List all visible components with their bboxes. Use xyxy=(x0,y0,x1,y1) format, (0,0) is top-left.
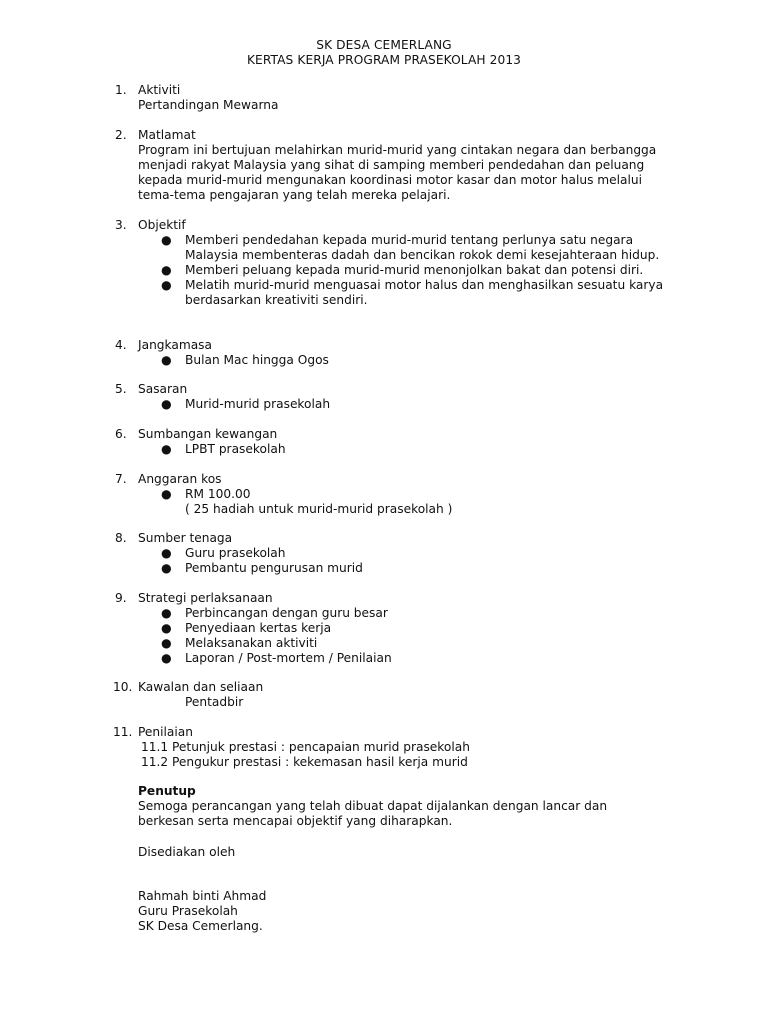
section-heading: Objektif xyxy=(138,218,186,232)
bullet-list xyxy=(138,546,678,576)
cost-note: ( 25 hadiah untuk murid-murid prasekolah ) xyxy=(185,502,453,516)
section-heading: Penilaian xyxy=(138,725,193,739)
signatory-school: SK Desa Cemerlang. xyxy=(138,919,263,933)
paragraph-line: tema-tema pengajaran yang telah mereka pelajari. xyxy=(138,188,451,202)
list-item-text: Pembantu pengurusan murid xyxy=(185,561,363,575)
section-heading: Sumbangan kewangan xyxy=(138,427,278,441)
section-number: 5. xyxy=(115,382,127,396)
list-item xyxy=(138,263,685,278)
section-number: 11. xyxy=(113,725,133,739)
bullet-icon: ● xyxy=(161,353,172,367)
list-item xyxy=(138,353,685,368)
list-item xyxy=(138,651,685,666)
bullet-icon: ● xyxy=(161,397,172,411)
bullet-icon: ● xyxy=(161,651,172,665)
section-text: Pertandingan Mewarna xyxy=(138,98,279,112)
list-item-text: RM 100.00 xyxy=(185,487,251,501)
list-item-text: Laporan / Post-mortem / Penilaian xyxy=(185,651,392,665)
sub-item: 11.2 Pengukur prestasi : kekemasan hasil kerja murid xyxy=(141,755,468,769)
bullet-list xyxy=(138,606,678,666)
paragraph-line: menjadi rakyat Malaysia yang sihat di samping memberi pendedahan dan peluang xyxy=(138,158,645,172)
document-title: KERTAS KERJA PROGRAM PRASEKOLAH 2013 xyxy=(246,53,522,67)
section-number: 10. xyxy=(113,680,133,694)
bullet-icon: ● xyxy=(161,621,172,635)
bullet-list xyxy=(138,442,678,457)
list-item-text: Memberi pendedahan kepada murid-murid tentang perlunya satu negara Malaysia membenteras dadah dan bencikan rokok demi kesejahteraan hidup. xyxy=(185,233,660,262)
bullet-icon: ● xyxy=(161,561,172,575)
list-item-text: Penyediaan kertas kerja xyxy=(185,621,332,635)
section-number: 2. xyxy=(115,128,127,142)
section-heading: Kawalan dan seliaan xyxy=(138,680,264,694)
paragraph-line: Program ini bertujuan melahirkan murid-murid yang cintakan negara dan berbangga xyxy=(138,143,657,157)
section-heading: Sasaran xyxy=(138,382,188,396)
list-item-text: Melatih murid-murid menguasai motor halus dan menghasilkan sesuatu karya berdasarkan kreativiti sendiri. xyxy=(185,278,664,307)
list-item xyxy=(138,487,685,502)
paragraph-line: Semoga perancangan yang telah dibuat dapat dijalankan dengan lancar dan xyxy=(138,799,608,813)
section-number: 6. xyxy=(115,427,127,441)
list-item xyxy=(138,442,685,457)
bullet-list xyxy=(138,487,678,502)
bullet-icon: ● xyxy=(161,606,172,620)
list-item xyxy=(138,606,685,621)
section-heading: Strategi perlaksanaan xyxy=(138,591,273,605)
list-item-text: Memberi peluang kepada murid-murid menonjolkan bakat dan potensi diri. xyxy=(185,263,644,277)
section-heading: Aktiviti xyxy=(138,83,181,97)
sub-item: 11.1 Petunjuk prestasi : pencapaian murid prasekolah xyxy=(141,740,470,754)
bullet-icon: ● xyxy=(161,487,172,501)
list-item-text: Bulan Mac hingga Ogos xyxy=(185,353,329,367)
signatory-name: Rahmah binti Ahmad xyxy=(138,889,267,903)
list-item xyxy=(138,397,685,412)
closing-heading: Penutup xyxy=(138,784,196,798)
bullet-icon: ● xyxy=(161,546,172,560)
bullet-list xyxy=(138,233,678,308)
list-item xyxy=(138,233,685,263)
list-item-text: Melaksanakan aktiviti xyxy=(185,636,318,650)
list-item-text: Guru prasekolah xyxy=(185,546,286,560)
list-item-text: LPBT prasekolah xyxy=(185,442,286,456)
section-number: 9. xyxy=(115,591,127,605)
list-item xyxy=(138,546,685,561)
section-number: 4. xyxy=(115,338,127,352)
paragraph-line: kepada murid-murid mengunakan koordinasi motor kasar dan motor halus melalui xyxy=(138,173,643,187)
bullet-list xyxy=(138,353,678,368)
list-item xyxy=(138,278,685,308)
bullet-icon: ● xyxy=(161,263,172,277)
section-heading: Matlamat xyxy=(138,128,196,142)
prepared-by-label: Disediakan oleh xyxy=(138,845,236,859)
list-item xyxy=(138,621,685,636)
section-number: 3. xyxy=(115,218,127,232)
bullet-list xyxy=(138,397,678,412)
bullet-icon: ● xyxy=(161,233,172,247)
section-number: 1. xyxy=(115,83,127,97)
list-item xyxy=(138,636,685,651)
signatory-position: Guru Prasekolah xyxy=(138,904,238,918)
section-text: Pentadbir xyxy=(185,695,244,709)
section-number: 7. xyxy=(115,472,127,486)
section-number: 8. xyxy=(115,531,127,545)
school-name: SK DESA CEMERLANG xyxy=(316,38,452,52)
bullet-icon: ● xyxy=(161,636,172,650)
list-item xyxy=(138,561,685,576)
section-heading: Anggaran kos xyxy=(138,472,222,486)
section-heading: Jangkamasa xyxy=(138,338,212,352)
paragraph-line: berkesan serta mencapai objektif yang diharapkan. xyxy=(138,814,453,828)
list-item-text: Murid-murid prasekolah xyxy=(185,397,331,411)
bullet-icon: ● xyxy=(161,278,172,292)
bullet-icon: ● xyxy=(161,442,172,456)
list-item-text: Perbincangan dengan guru besar xyxy=(185,606,388,620)
section-heading: Sumber tenaga xyxy=(138,531,233,545)
